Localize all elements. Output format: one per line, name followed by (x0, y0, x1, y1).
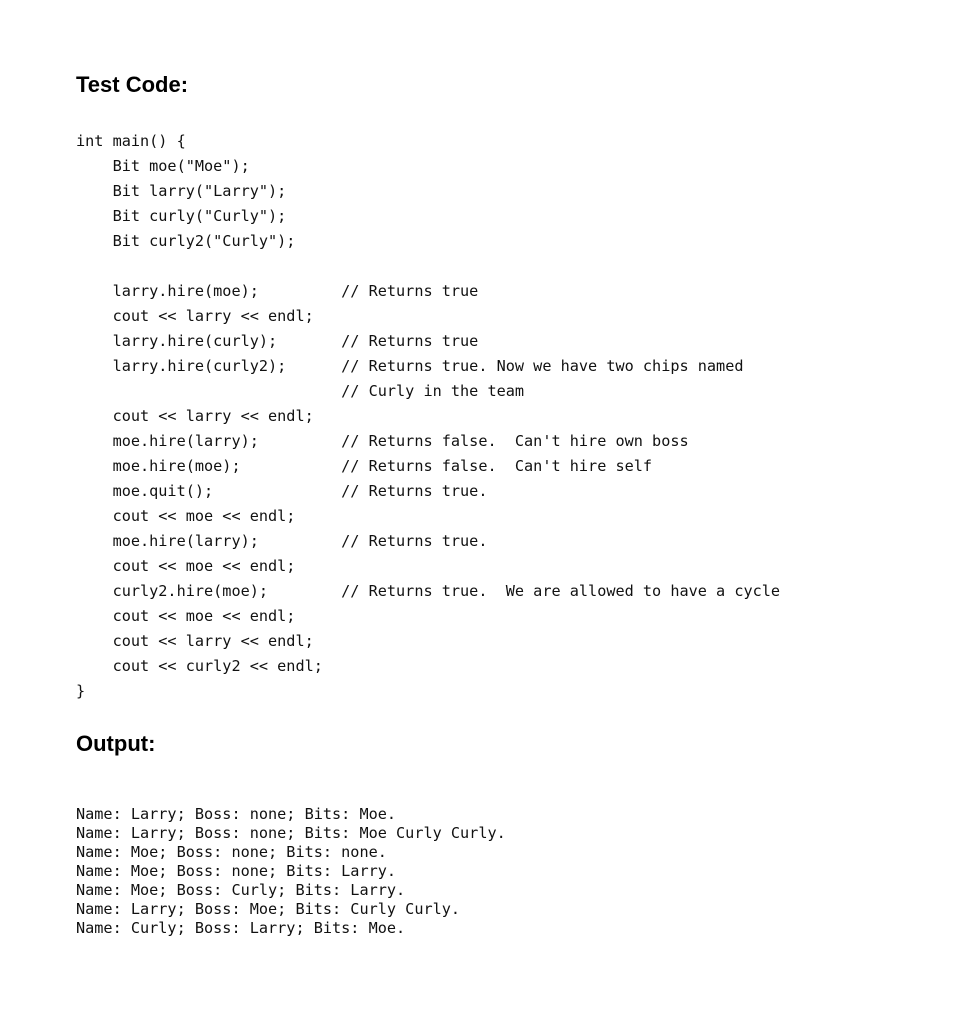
output-line: Name: Larry; Boss: none; Bits: Moe Curly Curly. (76, 824, 506, 842)
code-line: cout << curly2 << endl; (76, 657, 323, 675)
code-line: larry.hire(curly); // Returns true (76, 332, 479, 350)
code-line: Bit moe("Moe"); (76, 157, 250, 175)
output-line: Name: Moe; Boss: none; Bits: Larry. (76, 862, 397, 880)
code-line: cout << larry << endl; (76, 632, 314, 650)
test-code-heading: Test Code: (76, 72, 189, 97)
code-line: cout << larry << endl; (76, 407, 314, 425)
code-line: cout << larry << endl; (76, 307, 314, 325)
code-line: cout << moe << endl; (76, 607, 296, 625)
code-line: moe.hire(larry); // Returns true. (76, 532, 488, 550)
code-line: Bit curly("Curly"); (76, 207, 287, 225)
output-line: Name: Larry; Boss: Moe; Bits: Curly Curly. (76, 900, 461, 918)
code-line: cout << moe << endl; (76, 507, 296, 525)
code-line: larry.hire(moe); // Returns true (76, 282, 479, 300)
code-line (76, 254, 780, 279)
code-line: Bit curly2("Curly"); (76, 232, 296, 250)
test-code-block (76, 129, 780, 704)
code-line: cout << moe << endl; (76, 557, 296, 575)
code-line: larry.hire(curly2); // Returns true. Now we have two chips named (76, 357, 744, 375)
output-line: Name: Moe; Boss: none; Bits: none. (76, 843, 387, 861)
code-line: moe.hire(larry); // Returns false. Can't hire own boss (76, 432, 689, 450)
code-line: } (76, 682, 86, 700)
code-line: int main() { (76, 132, 186, 150)
output-heading: Output: (76, 731, 156, 756)
output-line: Name: Curly; Boss: Larry; Bits: Moe. (76, 919, 406, 937)
code-line: // Curly in the team (76, 382, 525, 400)
code-line: moe.quit(); // Returns true. (76, 482, 488, 500)
code-line: moe.hire(moe); // Returns false. Can't hire self (76, 457, 653, 475)
code-line: curly2.hire(moe); // Returns true. We are allowed to have a cycle (76, 582, 781, 600)
output-line: Name: Moe; Boss: Curly; Bits: Larry. (76, 881, 406, 899)
code-line: Bit larry("Larry"); (76, 182, 287, 200)
output-block (76, 805, 506, 938)
output-line: Name: Larry; Boss: none; Bits: Moe. (76, 805, 397, 823)
